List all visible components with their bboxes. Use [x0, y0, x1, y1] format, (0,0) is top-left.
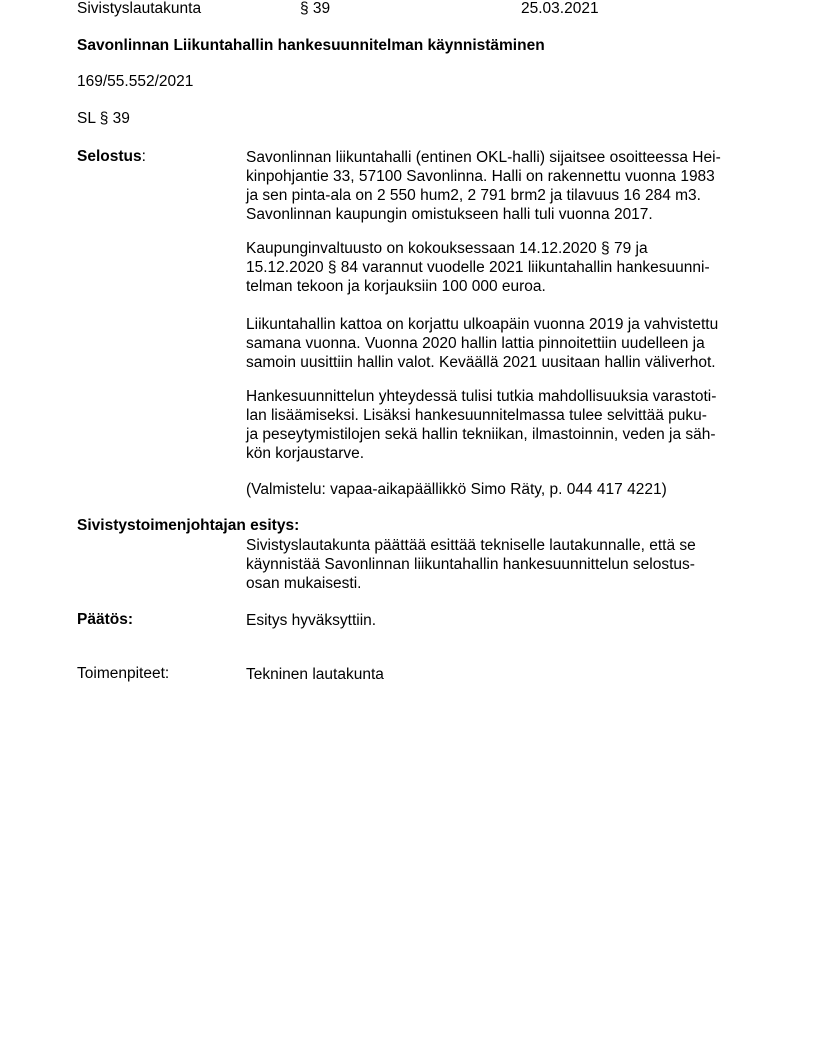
preparer-note: (Valmistelu: vapaa-aikapäällikkö Simo Räty, p. 044 417 4221) — [246, 481, 667, 498]
selostus-paragraph-4: Hankesuunnittelun yhteydessä tulisi tutkia mahdollisuuksia varastoti- lan lisäämiseksi. Lisäksi hankesuunnitelmassa tulee selvittää puku- ja peseytymistilojen sekä hallin tekniikan, ilmastoinnin, veden ja säh- kön korjaustarve. — [246, 388, 717, 462]
selostus-paragraph-1: Savonlinnan liikuntahalli (entinen OKL-halli) sijaitsee osoitteessa Hei- kinpohjantie 33, 57100 Savonlinna. Halli on rakennettu vuonna 1983 ja sen pinta-ala on 2 550 hum2, 2 791 brm2 ja tilavuus 16 284 m3. Savonlinnan kaupungin omistukseen halli tuli vuonna 2017. — [246, 149, 721, 223]
selostus-label — [77, 148, 146, 166]
toimenpiteet-text: Tekninen lautakunta — [246, 666, 384, 683]
selostus-paragraph-3: Liikuntahallin kattoa on korjattu ulkoapäin vuonna 2019 ja vahvistettu samana vuonna. Vuonna 2020 hallin lattia pinnoitettiin uudelleen ja samoin uusittiin hallin valot. Keväällä 2021 uusitaan hallin väliverhot. — [246, 316, 719, 371]
header-committee: Sivistyslautakunta — [77, 0, 202, 17]
document-reference-number: 169/55.552/2021 — [77, 73, 194, 90]
esitys-text: Sivistyslautakunta päättää esittää tekniselle lautakunnalle, että se käynnistää Savonlinnan liikuntahallin hankesuunnittelun selostus- osan mukaisesti. — [246, 537, 696, 592]
document-title: Savonlinnan Liikuntahallin hankesuunnitelman käynnistäminen — [77, 37, 545, 54]
header-date: 25.03.2021 — [521, 0, 599, 17]
paatos-label: Päätös: — [77, 611, 133, 628]
toimenpiteet-label: Toimenpiteet: — [77, 665, 170, 682]
paatos-text: Esitys hyväksyttiin. — [246, 612, 377, 629]
section-reference: SL § 39 — [77, 110, 130, 127]
selostus-label-colon: : — [141, 148, 146, 165]
esitys-label: Sivistystoimenjohtajan esitys: — [77, 517, 300, 534]
selostus-paragraph-2: Kaupunginvaltuusto on kokouksessaan 14.12.2020 § 79 ja 15.12.2020 § 84 varannut vuodelle 2021 liikuntahallin hankesuunni- telman tekoon ja korjauksiin 100 000 euroa. — [246, 240, 710, 295]
header-section-number: § 39 — [300, 0, 331, 17]
selostus-label-text: Selostus — [77, 148, 142, 165]
